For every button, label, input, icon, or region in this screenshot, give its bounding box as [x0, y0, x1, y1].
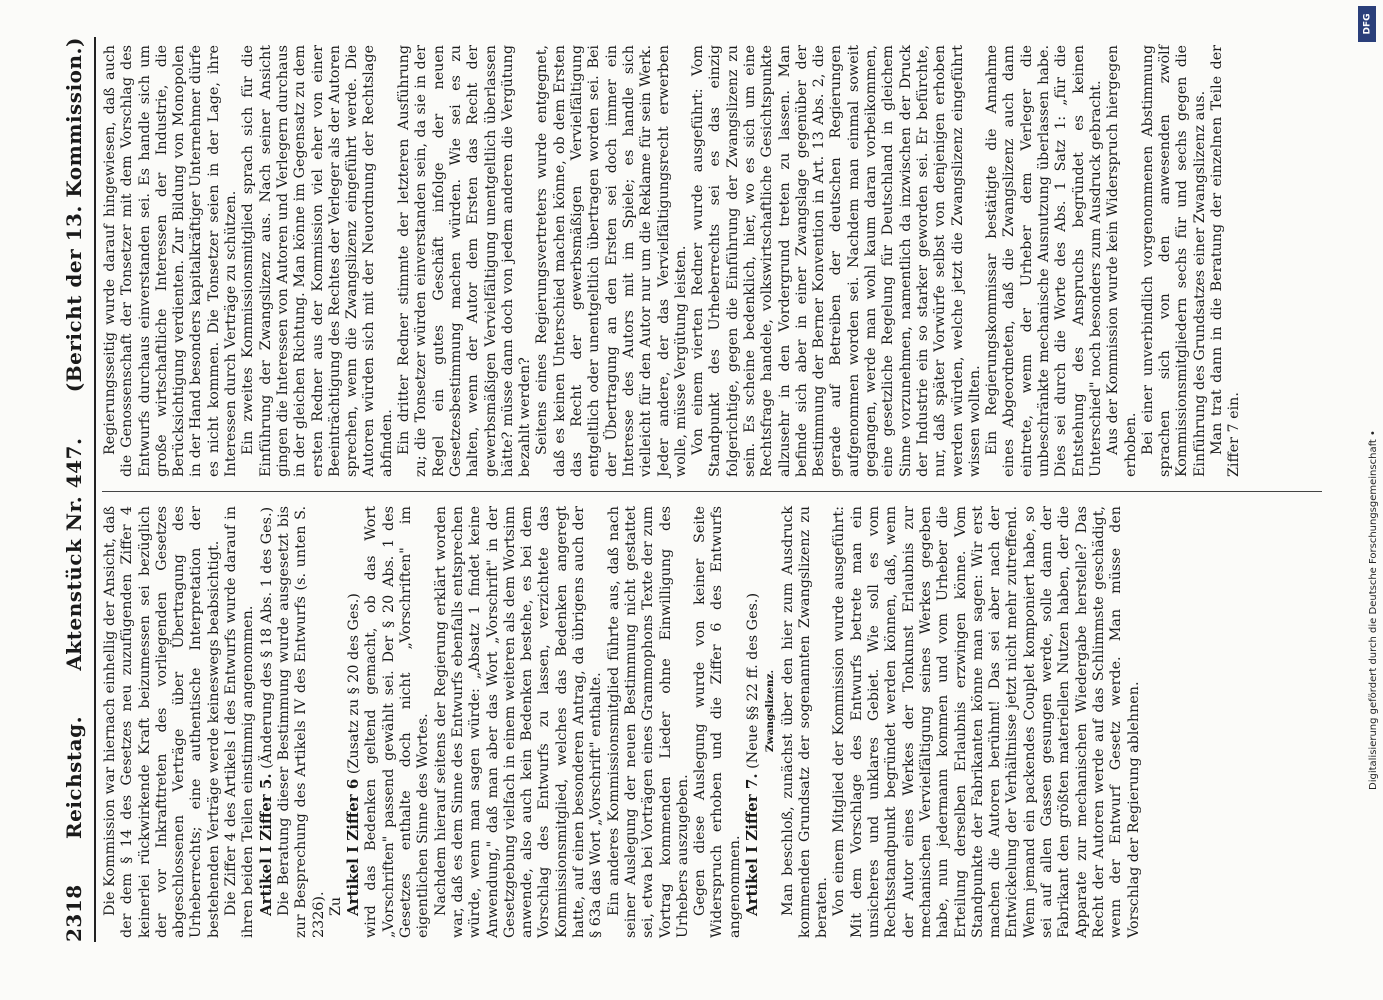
zu-label: Zu [327, 896, 344, 916]
header-commission-title: (Bericht der 13. Kommission.) [62, 37, 86, 393]
paragraph: Bei einer unverbindlich vorgenommenen Abstimmung sprachen sich von den anwesenden zwölf Kommissionsmitgliedern sechs für und sechs gegen die Einführung des Grundsatzes einer Zwangslizenz aus. [1139, 45, 1208, 477]
text-columns [102, 37, 1322, 942]
article-heading [744, 506, 762, 938]
page-header [54, 37, 96, 942]
paragraph: Regierungsseitig wurde darauf hingewiesen, daß auch die Genossenschaft der Tonsetzer mit dem Vorschlag des Entwurfs durchaus einverstanden sei. Es handle sich um große wirtschaftliche Interessen der Industrie, die Berücksichtigung verdienten. Zur Bildung von Monopolen in der Hand besonders kapitalkräftiger Unternehmer dürfe es nicht kommen. Die Tonsetzer seien in der Lage, ihre Interessen durch Verträge zu schützen. [102, 45, 240, 477]
digitization-note [1346, 10, 1379, 810]
header-document-number: Aktenstück Nr. 447. [62, 437, 86, 671]
page-number: 2318 [62, 884, 86, 942]
article-title: Artikel I Ziffer 6 [344, 778, 363, 916]
paragraph: Ein Regierungskommissar bestätigte die Annahme eines Abgeordneten, daß die Zwangslizenz auch dann eintrete, wenn der Urheber dem Verleger die unbeschränkte mechanische Ausnutzung überlassen habe. Dies sei durch die Worte des Abs. 1 Satz 1: „für die Entstehung des Anspruchs begründet es keinen Unterschied" noch besonders zum Ausdruck gebracht. [984, 45, 1104, 477]
paragraph: Von einem vierten Redner wurde ausgeführt: Vom Standpunkt des Urheberrechts sei es das einzig folgerichtige, gegen die Einführung der Zwangslizenz zu sein. Es scheine bedenklich, hier, wo es sich um eine Rechtsfrage handele, volkswirtschaftliche Gesichtspunkte allzusehr in den Vordergrund treten zu lassen. Man befinde sich aber in einer Zwangslage gegenüber der Bestimmung der Berner Konvention in Art. 13 Abs. 2, die gerade auf Betreiben der deutschen Regierungen aufgenommen worden sei. Nachdem man einmal soweit gegangen, werde man wohl kaum daran vorbeikommen, eine gesetzliche Regelung für Deutschland in gleichem Sinne vorzunehmen, namentlich da inzwischen der Druck der Industrie ein so starker geworden sei. Er befürchte, nur, daß später Vorwürfe selbst von denjenigen erhoben werden würden, welche jetzt die Zwangslizenz eingeführt wissen wollten. [690, 45, 983, 477]
paragraph: Ein dritter Redner stimmte der letzteren Ausführung zu; die Tonsetzer würden einverstanden sein, da sie in der Regel ein gutes Geschäft infolge der neuen Gesetzesbestimmung machen würden. Wie sei es zu halten, wenn der Autor dem Ersten das Recht der gewerbsmäßigen Vervielfältigung unentgeltlich überlassen hätte? müsse dann doch von jedem anderen die Vergütung bezahlt werden? [396, 45, 534, 477]
article-title: Artikel I Ziffer 7. [742, 773, 761, 916]
paragraph: wird das Bedenken geltend gemacht, ob das Wort „Vorschriften" passend gewählt sei. Der § 20 Abs. 1 des Gesetzes enthalte doch nicht „Vorschriften" im eigentlichen Sinne des Wortes. [363, 506, 432, 938]
paragraph: Die Beratung dieser Bestimmung wurde ausgesetzt bis zur Besprechung des Artikels IV des Entwurfs (s. unten S. 2326). [275, 506, 327, 938]
dfg-logo-text: DFG [1362, 13, 1373, 35]
paragraph: Aus der Kommission wurde kein Widerspruch hiergegen erhoben. [1105, 45, 1139, 477]
paragraph: Ein zweites Kommissionsmitglied sprach sich für die Einführung der Zwangslizenz aus. Nach seiner Ansicht gingen die Interessen von Autoren und Verlegern durchaus in der gleichen Richtung. Man könne im Gegensatz zu dem ersten Redner aus der Kommission viel eher von einer Beeinträchtigung des Rechtes der Verleger als der Autoren sprechen, wenn die Zwangslizenz eingeführt werde. Die Autoren würden sich mit der Neuordnung der Rechtslage abfinden. [240, 45, 395, 477]
paragraph: Man beschloß, zunächst über den hier zum Ausdruck kommenden Grundsatz der sogenannten Zwangslizenz zu beraten. [779, 506, 831, 938]
paragraph: Ein anderes Kommissionsmitglied führte aus, daß nach seiner Auslegung der neuen Bestimmung nicht gestattet sei, etwa bei Vorträgen eines Grammophons Texte der zum Vortrag kommenden Lieder ohne Einwilligung des Urhebers auszugeben. [605, 506, 691, 938]
article-subtitle: (Änderung des § 18 Abs. 1 des Ges.) [258, 506, 275, 769]
article-subtitle: (Zusatz zu § 20 des Ges.) [346, 593, 363, 775]
article-heading [345, 506, 363, 938]
right-column [102, 41, 1322, 481]
dfg-logo [1358, 6, 1376, 42]
paragraph: Nachdem hierauf seitens der Regierung erklärt worden war, daß es dem Sinne des Entwurfs ebenfalls entsprechen würde, wenn man sagen würde: „Absatz 1 findet keine Anwendung," daß man aber das Wort „Vorschrift" in der Gesetzgebung vielfach in einem weiteren als dem Wortsinn anwende, also auch kein Bedenken bestehe, es bei dem Vorschlag des Entwurfs zu lassen, verzichtete das Kommissionsmitglied, welches das Bedenken angeregt hatte, auf einen besonderen Antrag, da übrigens auch der § 63a das Wort „Vorschrift" enthalte. [432, 506, 605, 938]
header-left-title: Reichstag. [62, 715, 86, 840]
paragraph: Seitens eines Regierungsvertreters wurde entgegnet, daß es keinen Unterschied machen könne, ob dem Ersten das Recht der gewerbsmäßigen Vervielfältigung entgeltlich oder unentgeltlich übertragen worden sei. Bei der Übertragung an den Ersten sei doch immer ein Interesse des Autors mit im Spiele; es handle sich vielleicht für den Autor nur um die Reklame für sein Werk. Jeder andere, der das Vervielfältigungsrecht erwerben wolle, müsse Vergütung leisten. [534, 45, 689, 477]
column-divider [102, 491, 1322, 492]
left-column [102, 502, 1322, 942]
rotated-page [54, 37, 1334, 942]
paragraph: Von einem Mitglied der Kommission wurde ausgeführt: Mit dem Vorschlage des Entwurfs betrete man ein unsicheres und unklares Gebiet. Wie soll es vom Rechtsstandpunkt begründet werden können, daß, wenn der Autor eines Werkes der Tonkunst Erlaubnis zur mechanischen Vervielfältigung seines Werkes gegeben habe, nun jedermann kommen und vom Urheber die Erteilung derselben Erlaubnis erzwingen könne. Vom Standpunkte der Fabrikanten könne man sagen: Wir erst machen die Autoren berühmt! Das sei aber nach der Entwickelung der Verhältnisse jetzt nicht mehr zutreffend. Wenn jemand ein packendes Couplet komponiert habe, so sei auf allen Gassen gesungen werde, solle dann der Fabrikant den größten materiellen Nutzen haben, der die Apparate zur mechanischen Wiedergabe herstelle? Das Recht der Autoren werde auf das Schlimmste geschädigt, wenn der Entwurf Gesetz werde. Man müsse den Vorschlag der Regierung ablehnen. [831, 506, 1142, 938]
digitization-note-text: Digitalisierung gefördert durch die Deutsche Forschungsgemeinschaft • [1368, 430, 1379, 790]
paragraph: Gegen diese Auslegung wurde von keiner Seite Widerspruch erhoben und die Ziffer 6 des Entwurfs angenommen. [692, 506, 743, 938]
article-small-heading: Zwangslizenz. [764, 669, 777, 753]
article-subtitle: (Neue §§ 22 ff. des Ges.) [744, 592, 761, 769]
article-heading [258, 506, 276, 938]
paragraph: Man trat dann in die Beratung der einzelnen Teile der Ziffer 7 ein. [1209, 45, 1243, 477]
article-title: Artikel I Ziffer 5. [256, 773, 275, 916]
paragraph: Die Ziffer 4 des Artikels I des Entwurfs wurde darauf in ihren beiden Teilen einstimmig angenommen. [223, 506, 257, 938]
paragraph: Die Kommission war hiernach einhellig der Ansicht, daß der dem § 14 des Gesetzes neu zuzufügenden Ziffer 4 keinerlei rückwirkende Kraft beizumessen sei bezüglich der vor Inkrafttreten des vorliegenden Gesetzes abgeschlossenen Verträge über Übertragung des Urheberrechts; eine authentische Interpretation der bestehenden Verträge werde keineswegs beabsichtigt. [102, 506, 222, 938]
